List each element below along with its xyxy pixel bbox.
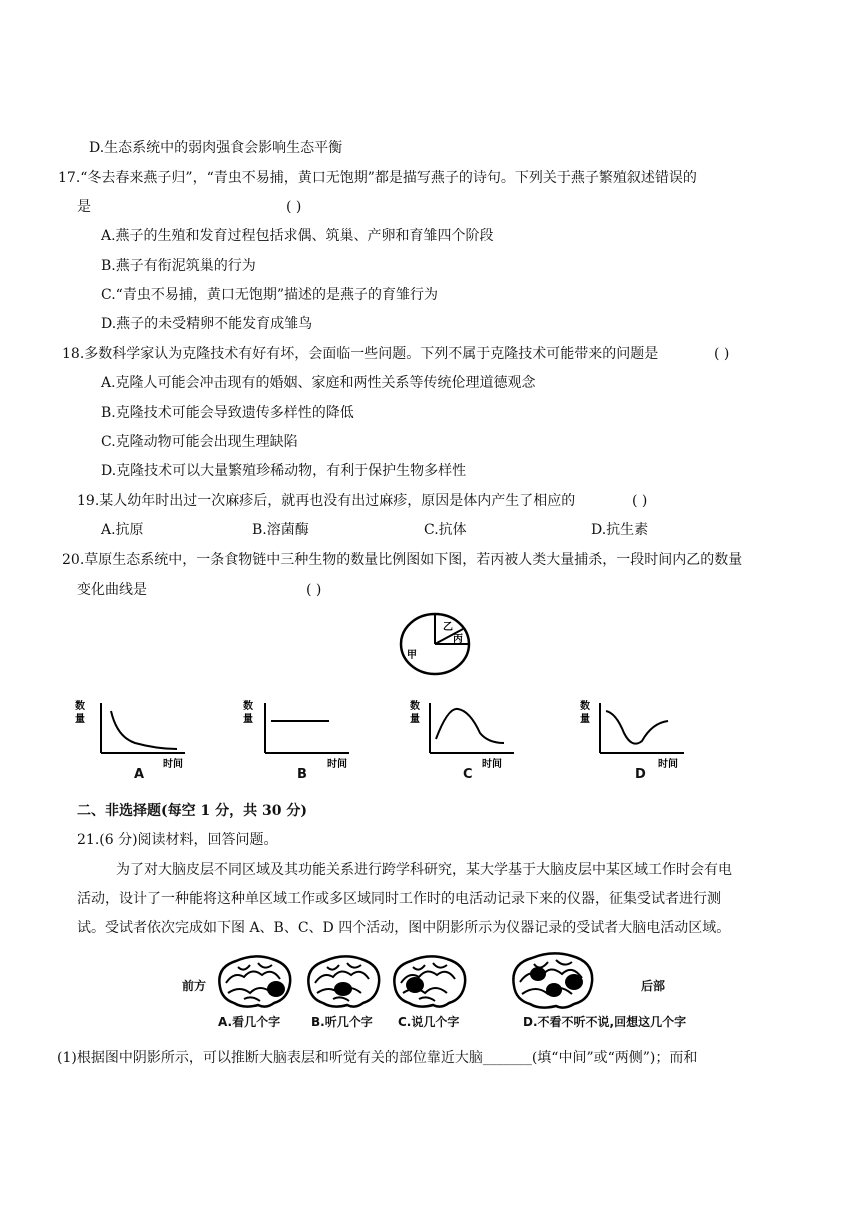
q17-option-d: D.燕子的未受精卵不能发育成雏鸟 — [101, 316, 313, 332]
q19-stem: 19.某人幼年时出过一次麻疹后，就再也没有出过麻疹，原因是体内产生了相应的 — [77, 493, 576, 509]
q19-answer-paren: ( ) — [632, 493, 648, 509]
chart-c-xlabel: 时间 — [482, 759, 502, 770]
chart-a-ylabel-1: 数 — [75, 701, 85, 712]
chart-b-ylabel-2: 量 — [243, 714, 253, 725]
brain-d-image — [508, 950, 596, 1016]
q17-option-b: B.燕子有衔泥筑巢的行为 — [101, 258, 256, 274]
chart-d-label: D — [635, 767, 646, 782]
q17-stem-line1: 17.“冬去春来燕子归”，“青虫不易捕，黄口无饱期”都是描写燕子的诗句。下列关于燕子繁殖叙述错误的 — [58, 170, 697, 186]
q19-option-c: C.抗体 — [424, 522, 467, 538]
q19-option-a: A.抗原 — [101, 522, 144, 538]
brain-a-image — [214, 953, 294, 1015]
q20-curve-chart-b — [241, 697, 361, 797]
q17-stem-line2: 是 — [77, 199, 91, 215]
q17-option-c: C.“青虫不易捕，黄口无饱期”描述的是燕子的育雏行为 — [101, 287, 438, 303]
q20-stem-line1: 20.草原生态系统中，一条食物链中三种生物的数量比例图如下图，若丙被人类大量捕杀，一段时间内乙的数量 — [62, 552, 743, 568]
q20-answer-paren: ( ) — [306, 582, 322, 598]
q19-option-d: D.抗生素 — [591, 522, 649, 538]
brain-front-label: 前方 — [182, 979, 207, 993]
chart-a-ylabel-2: 量 — [75, 714, 85, 725]
pie-label-jia: 甲 — [407, 650, 417, 661]
brain-c-label: C.说几个字 — [398, 1015, 460, 1029]
q20-curve-chart-d — [578, 697, 698, 797]
chart-d-ylabel-1: 数 — [580, 701, 590, 712]
brain-a-label: A.看几个字 — [218, 1015, 281, 1029]
brain-d-label: D.不看不听不说,回想这几个字 — [523, 1015, 687, 1029]
chart-d-xlabel: 时间 — [658, 759, 678, 770]
q20-curve-chart-a — [73, 697, 193, 797]
q20-curve-chart-c — [408, 697, 528, 797]
q18-stem: 18.多数科学家认为克隆技术有好有坏，会面临一些问题。下列不属于克隆技术可能带来的问题是 — [62, 346, 659, 362]
chart-c-ylabel-2: 量 — [410, 714, 420, 725]
q18-option-d: D.克隆技术可以大量繁殖珍稀动物，有利于保护生物多样性 — [101, 463, 467, 479]
q19-option-b: B.溶菌酶 — [252, 522, 309, 538]
chart-c-ylabel-1: 数 — [410, 701, 420, 712]
q18-answer-paren: ( ) — [714, 346, 730, 362]
q18-option-c: C.克隆动物可能会出现生理缺陷 — [101, 434, 298, 450]
pie-label-bing: 丙 — [453, 634, 463, 645]
q21-sub1: (1)根据图中阴影所示，可以推断大脑表层和听觉有关的部位靠近大脑_______(填“中间”或“两侧”)；而和 — [57, 1050, 698, 1066]
brain-back-label: 后部 — [641, 979, 666, 993]
chart-b-label: B — [297, 767, 307, 782]
q16-option-d: D.生态系统中的弱肉强食会影响生态平衡 — [89, 140, 343, 156]
q18-option-b: B.克隆技术可能会导致遗传多样性的降低 — [101, 405, 354, 421]
section-2-title: 二、非选择题(每空 1 分，共 30 分) — [77, 803, 307, 819]
pie-label-yi: 乙 — [443, 622, 453, 633]
q20-stem-line2: 变化曲线是 — [77, 582, 147, 598]
brain-c-image — [389, 953, 469, 1015]
q17-answer-paren: ( ) — [286, 199, 302, 215]
q17-option-a: A.燕子的生殖和发育过程包括求偶、筑巢、产卵和育雏四个阶段 — [101, 228, 494, 244]
chart-c-label: C — [463, 767, 473, 782]
chart-d-ylabel-2: 量 — [580, 714, 590, 725]
q21-stem: 21.(6 分)阅读材料，回答问题。 — [77, 832, 278, 848]
chart-a-xlabel: 时间 — [163, 759, 183, 770]
chart-b-xlabel: 时间 — [327, 759, 347, 770]
q21-para-line3: 试。受试者依次完成如下图 A、B、C、D 四个活动，图中阴影所示为仪器记录的受试者大脑电活动区域。 — [77, 920, 731, 936]
chart-a-label: A — [134, 767, 145, 782]
q18-option-a: A.克隆人可能会冲击现有的婚姻、家庭和两性关系等传统伦理道德观念 — [101, 375, 536, 391]
q21-para-line1: 为了对大脑皮层不同区域及其功能关系进行跨学科研究，某大学基于大脑皮层中某区域工作时会有电 — [116, 862, 732, 878]
brain-b-label: B.听几个字 — [311, 1015, 373, 1029]
chart-b-ylabel-1: 数 — [243, 701, 253, 712]
q21-para-line2: 活动，设计了一种能将这种单区域工作或多区域同时工作时的电活动记录下来的仪器，征集受试者进行测 — [77, 891, 721, 907]
q20-pie-chart — [399, 612, 473, 676]
brain-b-image — [303, 953, 383, 1015]
